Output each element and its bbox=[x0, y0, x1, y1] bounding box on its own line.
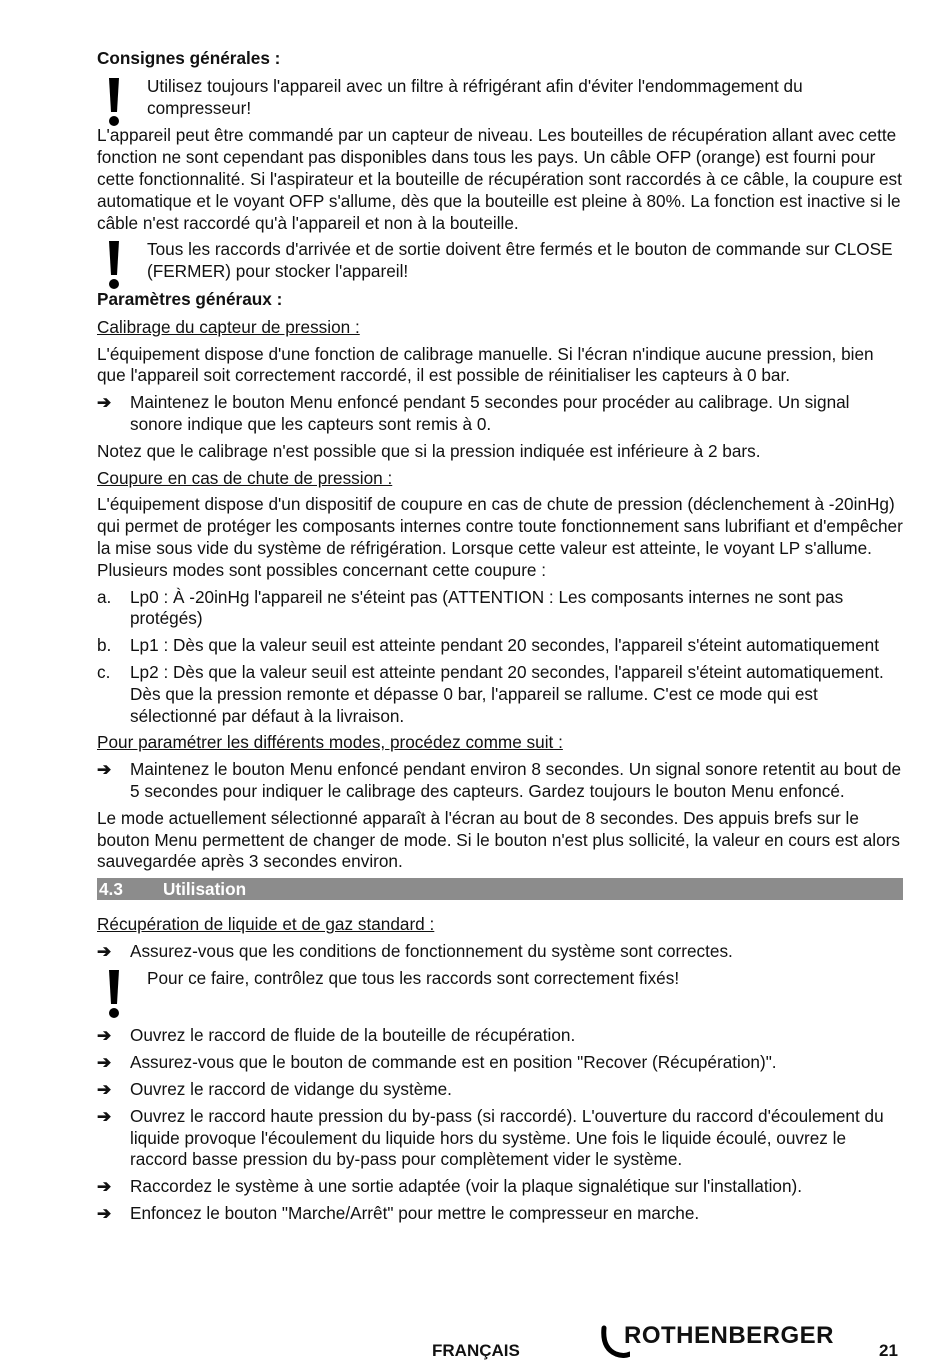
step-text: Assurez-vous que le bouton de commande est en position "Recover (Récupération)". bbox=[130, 1052, 777, 1073]
exclamation-icon bbox=[107, 241, 121, 291]
subheading-cutoff: Coupure en cas de chute de pression : bbox=[97, 467, 393, 488]
brand-name: ROTHENBERGER bbox=[624, 1322, 835, 1349]
step-text: Assurez-vous que les conditions de fonctionnement du système sont correctes. bbox=[130, 940, 733, 961]
arrow-right-icon: ➔ bbox=[97, 1105, 112, 1126]
step-text: Ouvrez le raccord de vidange du système. bbox=[130, 1079, 452, 1100]
arrow-right-icon: ➔ bbox=[97, 940, 112, 961]
subheading-modes-setup: Pour paramétrer les différents modes, procédez comme suit : bbox=[97, 732, 563, 753]
list-text: Lp2 : Dès que la valeur seuil est atteinte pendant 20 secondes, l'appareil s'éteint automatiquement. Dès que la pression remonte et dépasse 0 bar, l'appareil se rallume. C'est ce mode qui est sélectionné par défaut à la livraison. bbox=[130, 661, 884, 726]
paragraph-modes-note: Le mode actuellement sélectionné apparaît à l'écran au bout de 8 secondes. Des appuis brefs sur le bouton Menu permettent de changer de mode. Si le bouton n'est plus sollicité, la valeur en cours est alors sauvegardée après 3 secondes environ. bbox=[97, 807, 900, 872]
step-item bbox=[97, 1203, 903, 1225]
warning-text: Pour ce faire, contrôlez que tous les raccords sont correctement fixés! bbox=[147, 967, 680, 988]
list-text: Lp1 : Dès que la valeur seuil est atteinte pendant 20 secondes, l'appareil s'éteint automatiquement bbox=[130, 635, 879, 656]
exclamation-icon bbox=[107, 78, 121, 128]
arrow-right-icon: ➔ bbox=[97, 1176, 112, 1197]
arrow-right-icon: ➔ bbox=[97, 759, 112, 780]
list-text: Lp0 : À -20inHg l'appareil ne s'éteint pas (ATTENTION : Les composants internes ne sont pas protégés) bbox=[130, 586, 844, 629]
step-item bbox=[97, 392, 903, 436]
section-title: Utilisation bbox=[163, 879, 247, 900]
step-item bbox=[97, 759, 903, 803]
list-marker: b. bbox=[97, 635, 112, 656]
arrow-right-icon: ➔ bbox=[97, 392, 112, 413]
list-item bbox=[97, 587, 903, 631]
section-number: 4.3 bbox=[99, 879, 123, 900]
step-text: Enfoncez le bouton "Marche/Arrêt" pour mettre le compresseur en marche. bbox=[130, 1203, 700, 1224]
step-text: Raccordez le système à une sortie adaptée (voir la plaque signalétique sur l'installation). bbox=[130, 1176, 803, 1197]
document-page bbox=[97, 48, 903, 1230]
arrow-right-icon: ➔ bbox=[97, 1052, 112, 1073]
step-text: Ouvrez le raccord de fluide de la bouteille de récupération. bbox=[130, 1025, 576, 1046]
step-item bbox=[97, 1079, 903, 1101]
step-item bbox=[97, 1106, 903, 1171]
warning-note bbox=[97, 968, 903, 1012]
exclamation-icon bbox=[107, 970, 121, 1020]
paragraph-cutoff: L'équipement dispose d'un dispositif de coupure en cas de chute de pression (déclenchement à -20inHg) qui permet de protéger les composants internes contre toute fonctionnement sans lubrifiant et d'empêcher la mise sous vide du système de réfrigération. Lorsque cette valeur est atteinte, le voyant LP s'allume. Plusieurs modes sont possibles concernant cette coupure : bbox=[97, 494, 903, 580]
step-text: Maintenez le bouton Menu enfoncé pendant environ 8 secondes. Un signal sonore retentit au bout de 5 secondes pour indiquer le calibrage des capteurs. Gardez toujours le bouton Menu enfoncé. bbox=[130, 759, 902, 801]
step-item bbox=[97, 1176, 903, 1198]
paragraph-calibration: L'équipement dispose d'une fonction de calibrage manuelle. Si l'écran n'indique aucune pression, bien que l'appareil soit correctement raccordé, il est possible de réinitialiser les capteurs à 0 bar. bbox=[97, 343, 874, 386]
list-item bbox=[97, 635, 903, 657]
step-item bbox=[97, 1025, 903, 1047]
paragraph-calibration-note: Notez que le calibrage n'est possible que si la pression indiquée est inférieure à 2 bars. bbox=[97, 440, 761, 461]
step-item bbox=[97, 1052, 903, 1074]
list-item bbox=[97, 662, 903, 727]
step-text: Maintenez le bouton Menu enfoncé pendant 5 secondes pour procéder au calibrage. Un signal sonore indique que les capteurs sont remis à 0. bbox=[130, 392, 850, 434]
section-header bbox=[97, 878, 903, 900]
warning-note bbox=[97, 76, 903, 120]
subheading-calibration: Calibrage du capteur de pression : bbox=[97, 316, 360, 337]
paragraph-level-sensor: L'appareil peut être commandé par un capteur de niveau. Les bouteilles de récupération allant avec cette fonction ne sont cependant pas disponibles dans tous les pays. Un câble OFP (orange) est fourni pour cette fonctionnalité. Si l'aspirateur et la bouteille de récupération sont raccordés à ce câble, la coupure est automatique et le voyant OFP s'allume, dès que la bouteille est pleine à 80%. La fonction est inactive si le câble n'est raccordé qu'à l'appareil et non à la bouteille. bbox=[97, 125, 902, 233]
heading-general-settings: Paramètres généraux : bbox=[97, 288, 283, 309]
step-text: Ouvrez le raccord haute pression du by-pass (si raccordé). L'ouverture du raccord d'écoulement du liquide provoque l'écoulement du liquide hors du système. Une fois le liquide écoulé, ouvrez le raccord basse pression du by-pass pour complètement vider le système. bbox=[130, 1105, 884, 1170]
step-item bbox=[97, 941, 903, 963]
page-footer bbox=[0, 1322, 950, 1362]
warning-text: Tous les raccords d'arrivée et de sortie doivent être fermés et le bouton de commande sur CLOSE (FERMER) pour stocker l'appareil! bbox=[147, 239, 893, 282]
list-marker: c. bbox=[97, 661, 111, 682]
page-number: 21 bbox=[879, 1341, 898, 1360]
arrow-right-icon: ➔ bbox=[97, 1203, 112, 1224]
subheading-recovery: Récupération de liquide et de gaz standard : bbox=[97, 914, 435, 935]
warning-text: Utilisez toujours l'appareil avec un filtre à réfrigérant afin d'éviter l'endommagement du compresseur! bbox=[147, 75, 803, 118]
heading-general-instructions: Consignes générales : bbox=[97, 48, 281, 68]
brand-logo bbox=[600, 1322, 850, 1358]
arrow-right-icon: ➔ bbox=[97, 1025, 112, 1046]
arrow-right-icon: ➔ bbox=[97, 1079, 112, 1100]
list-marker: a. bbox=[97, 586, 112, 607]
warning-note bbox=[97, 239, 903, 283]
footer-language: FRANÇAIS bbox=[432, 1341, 520, 1360]
